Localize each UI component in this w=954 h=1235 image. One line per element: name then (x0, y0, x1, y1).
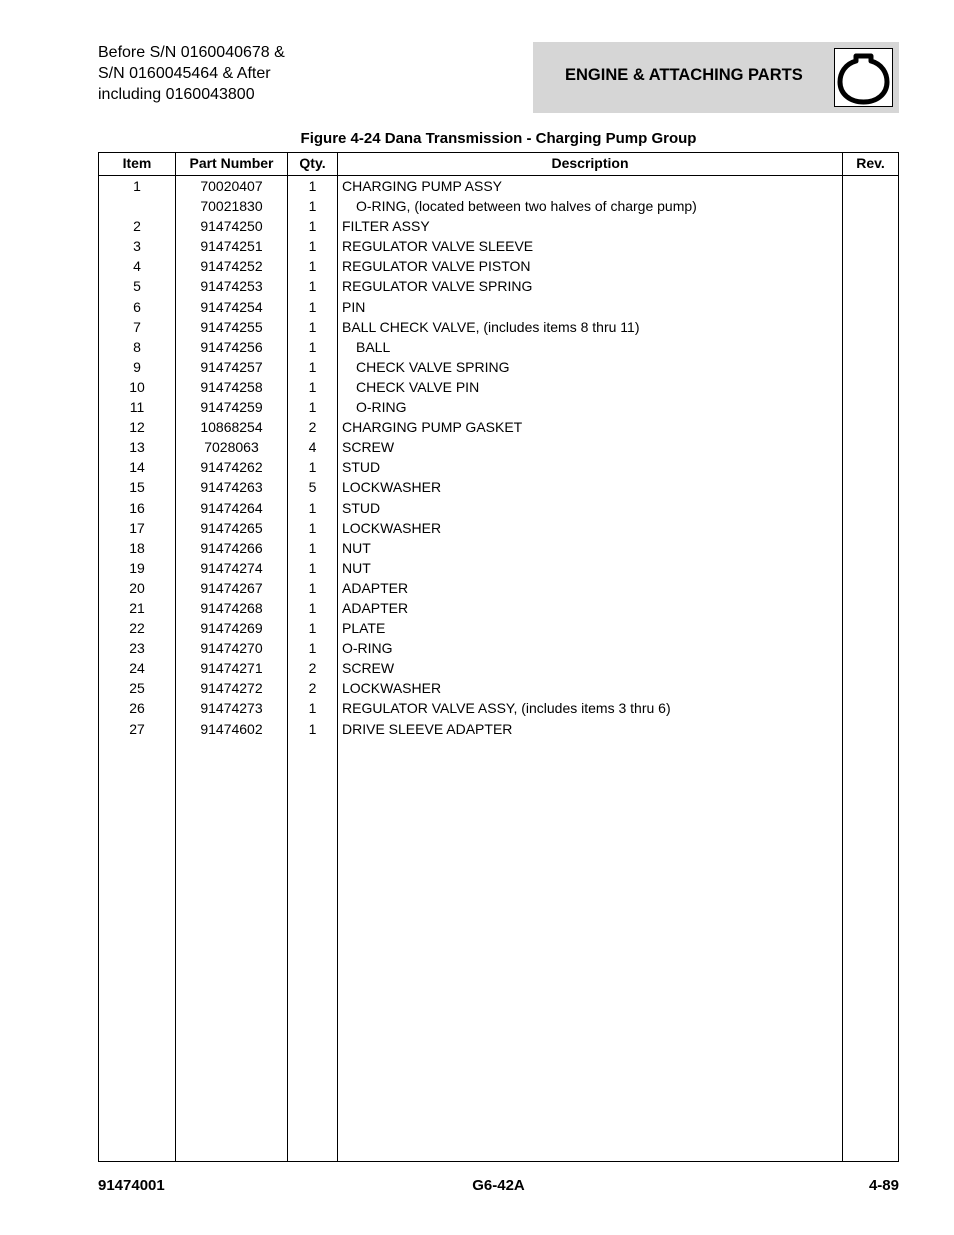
serial-number-block (98, 42, 285, 105)
qty-cell: 1 (308, 198, 317, 215)
item-cell: 5 (133, 278, 141, 295)
description-cell: O-RING (356, 399, 407, 416)
table-row (99, 518, 898, 538)
part-number-cell: 91474266 (200, 539, 263, 556)
description-cell: CHARGING PUMP GASKET (342, 419, 523, 436)
footer-page-number: 4-89 (868, 1177, 899, 1194)
table-row (99, 598, 898, 618)
description-cell: STUD (342, 459, 381, 476)
item-cell: 24 (129, 660, 145, 677)
table-row (99, 377, 898, 397)
qty-cell: 1 (308, 178, 317, 194)
part-number-cell: 91474265 (200, 519, 263, 536)
serial-line: Before S/N 0160040678 & (98, 44, 285, 61)
description-cell: CHECK VALVE SPRING (356, 358, 510, 375)
table-row (99, 357, 898, 377)
part-number-cell: 70021830 (200, 198, 263, 215)
qty-cell: 1 (308, 278, 317, 295)
part-number-cell: 91474254 (200, 298, 263, 315)
item-cell: 10 (129, 378, 145, 395)
qty-cell: 1 (308, 720, 317, 737)
qty-cell: 5 (308, 479, 317, 496)
table-row (99, 498, 898, 518)
qty-cell: 2 (308, 660, 317, 677)
qty-cell: 1 (308, 238, 317, 255)
description-cell: PLATE (342, 620, 386, 637)
description-cell: REGULATOR VALVE PISTON (342, 258, 531, 275)
description-cell: SCREW (342, 660, 395, 677)
item-cell: 23 (129, 640, 145, 657)
table-row (99, 558, 898, 578)
table-row (99, 317, 898, 337)
description-cell: ADAPTER (342, 599, 409, 616)
section-header (533, 42, 899, 113)
part-number-cell: 91474253 (200, 278, 263, 295)
qty-cell: 1 (308, 318, 317, 335)
item-cell: 7 (133, 318, 141, 335)
footer-model: G6-42A (472, 1177, 525, 1194)
table-row (99, 638, 898, 658)
description-cell: ADAPTER (342, 579, 409, 596)
description-cell: BALL (356, 338, 391, 355)
table-row (99, 678, 898, 698)
table-row (99, 236, 898, 256)
qty-cell: 1 (308, 399, 317, 416)
description-cell: SCREW (342, 439, 395, 456)
qty-cell: 1 (308, 499, 317, 516)
item-cell: 18 (129, 539, 145, 556)
column-header-rev: Rev. (856, 155, 885, 171)
qty-cell: 1 (308, 358, 317, 375)
item-cell: 25 (129, 680, 145, 697)
part-number-cell: 91474273 (200, 700, 263, 717)
part-number-cell: 91474264 (200, 499, 263, 516)
part-number-cell: 7028063 (204, 439, 259, 456)
description-cell: REGULATOR VALVE ASSY, (includes items 3 thru 6) (342, 700, 671, 717)
qty-cell: 4 (308, 439, 317, 456)
table-row (99, 256, 898, 276)
qty-cell: 1 (308, 218, 317, 235)
qty-cell: 1 (308, 539, 317, 556)
part-number-cell: 91474250 (200, 218, 263, 235)
description-cell: O-RING (342, 640, 393, 657)
part-number-cell: 91474269 (200, 620, 263, 637)
item-cell: 16 (129, 499, 145, 516)
footer-document-number: 91474001 (98, 1177, 165, 1194)
table-row (99, 397, 898, 417)
table-row (99, 538, 898, 558)
item-cell: 15 (129, 479, 145, 496)
column-header-description: Description (551, 155, 629, 171)
part-number-cell: 91474263 (200, 479, 263, 496)
part-number-cell: 91474274 (200, 559, 263, 576)
item-cell: 2 (133, 218, 141, 235)
qty-cell: 1 (308, 519, 317, 536)
item-cell: 9 (133, 358, 141, 375)
item-cell: 26 (129, 700, 145, 717)
qty-cell: 1 (308, 258, 317, 275)
part-number-cell: 91474270 (200, 640, 263, 657)
item-cell: 21 (129, 599, 145, 616)
part-number-cell: 91474262 (200, 459, 263, 476)
item-cell: 27 (129, 720, 145, 737)
description-cell: PIN (342, 298, 366, 315)
item-cell: 13 (129, 439, 145, 456)
part-number-cell: 91474255 (200, 318, 263, 335)
description-cell: REGULATOR VALVE SLEEVE (342, 238, 534, 255)
item-cell: 20 (129, 579, 145, 596)
qty-cell: 1 (308, 700, 317, 717)
table-body (99, 176, 898, 739)
serial-line: S/N 0160045464 & After (98, 65, 271, 82)
item-cell: 11 (129, 399, 145, 416)
part-number-cell: 91474259 (200, 399, 263, 416)
description-cell: NUT (342, 539, 371, 556)
qty-cell: 2 (308, 680, 317, 697)
qty-cell: 1 (308, 559, 317, 576)
item-cell: 12 (129, 419, 145, 436)
qty-cell: 1 (308, 459, 317, 476)
serial-line: including 0160043800 (98, 86, 255, 103)
table-row (99, 176, 898, 196)
part-number-cell: 91474256 (200, 338, 263, 355)
item-cell: 22 (129, 620, 145, 637)
qty-cell: 2 (308, 419, 317, 436)
description-cell: DRIVE SLEEVE ADAPTER (342, 720, 513, 737)
part-number-cell: 91474267 (200, 579, 263, 596)
table-row (99, 578, 898, 598)
part-number-cell: 91474252 (200, 258, 263, 275)
table-row (99, 216, 898, 236)
item-cell: 14 (129, 459, 145, 476)
part-number-cell: 91474258 (200, 378, 263, 395)
table-row (99, 437, 898, 457)
qty-cell: 1 (308, 338, 317, 355)
part-number-cell: 91474272 (200, 680, 263, 697)
item-cell: 19 (129, 559, 145, 576)
figure-title: Figure 4-24 Dana Transmission - Charging Pump Group (300, 130, 697, 147)
engine-icon (834, 48, 893, 107)
item-cell: 1 (133, 178, 141, 194)
item-cell: 3 (133, 238, 141, 255)
part-number-cell: 91474271 (200, 660, 263, 677)
section-title: ENGINE & ATTACHING PARTS (565, 66, 803, 84)
table-row (99, 417, 898, 437)
part-number-cell: 70020407 (200, 178, 263, 194)
description-cell: BALL CHECK VALVE, (includes items 8 thru 11) (342, 318, 640, 335)
qty-cell: 1 (308, 620, 317, 637)
table-row (99, 719, 898, 739)
table-row (99, 698, 898, 718)
qty-cell: 1 (308, 599, 317, 616)
qty-cell: 1 (308, 579, 317, 596)
description-cell: NUT (342, 559, 371, 576)
part-number-cell: 91474257 (200, 358, 263, 375)
part-number-cell: 91474268 (200, 599, 263, 616)
table-row (99, 618, 898, 638)
column-header-qty: Qty. (299, 155, 326, 171)
description-cell: LOCKWASHER (342, 680, 442, 697)
table-row (99, 457, 898, 477)
table-row (99, 658, 898, 678)
table-row (99, 196, 898, 216)
part-number-cell: 91474251 (200, 238, 263, 255)
item-cell: 17 (129, 519, 145, 536)
item-cell: 8 (133, 338, 141, 355)
column-header-item: Item (122, 155, 152, 171)
table-row (99, 477, 898, 497)
qty-cell: 1 (308, 298, 317, 315)
part-number-cell: 91474602 (200, 720, 263, 737)
description-cell: FILTER ASSY (342, 218, 430, 235)
table-row (99, 297, 898, 317)
description-cell: LOCKWASHER (342, 479, 442, 496)
description-cell: CHARGING PUMP ASSY (342, 178, 503, 194)
part-number-cell: 10868254 (200, 419, 263, 436)
parts-table (98, 152, 899, 1162)
description-cell: LOCKWASHER (342, 519, 442, 536)
description-cell: CHECK VALVE PIN (356, 378, 480, 395)
description-cell: STUD (342, 499, 381, 516)
qty-cell: 1 (308, 640, 317, 657)
item-cell: 6 (133, 298, 141, 315)
description-cell: REGULATOR VALVE SPRING (342, 278, 533, 295)
description-cell: O-RING, (located between two halves of charge pump) (356, 198, 697, 215)
column-header-part-number: Part Number (189, 155, 274, 171)
item-cell: 4 (133, 258, 141, 275)
table-row (99, 337, 898, 357)
table-row (99, 276, 898, 296)
qty-cell: 1 (308, 378, 317, 395)
